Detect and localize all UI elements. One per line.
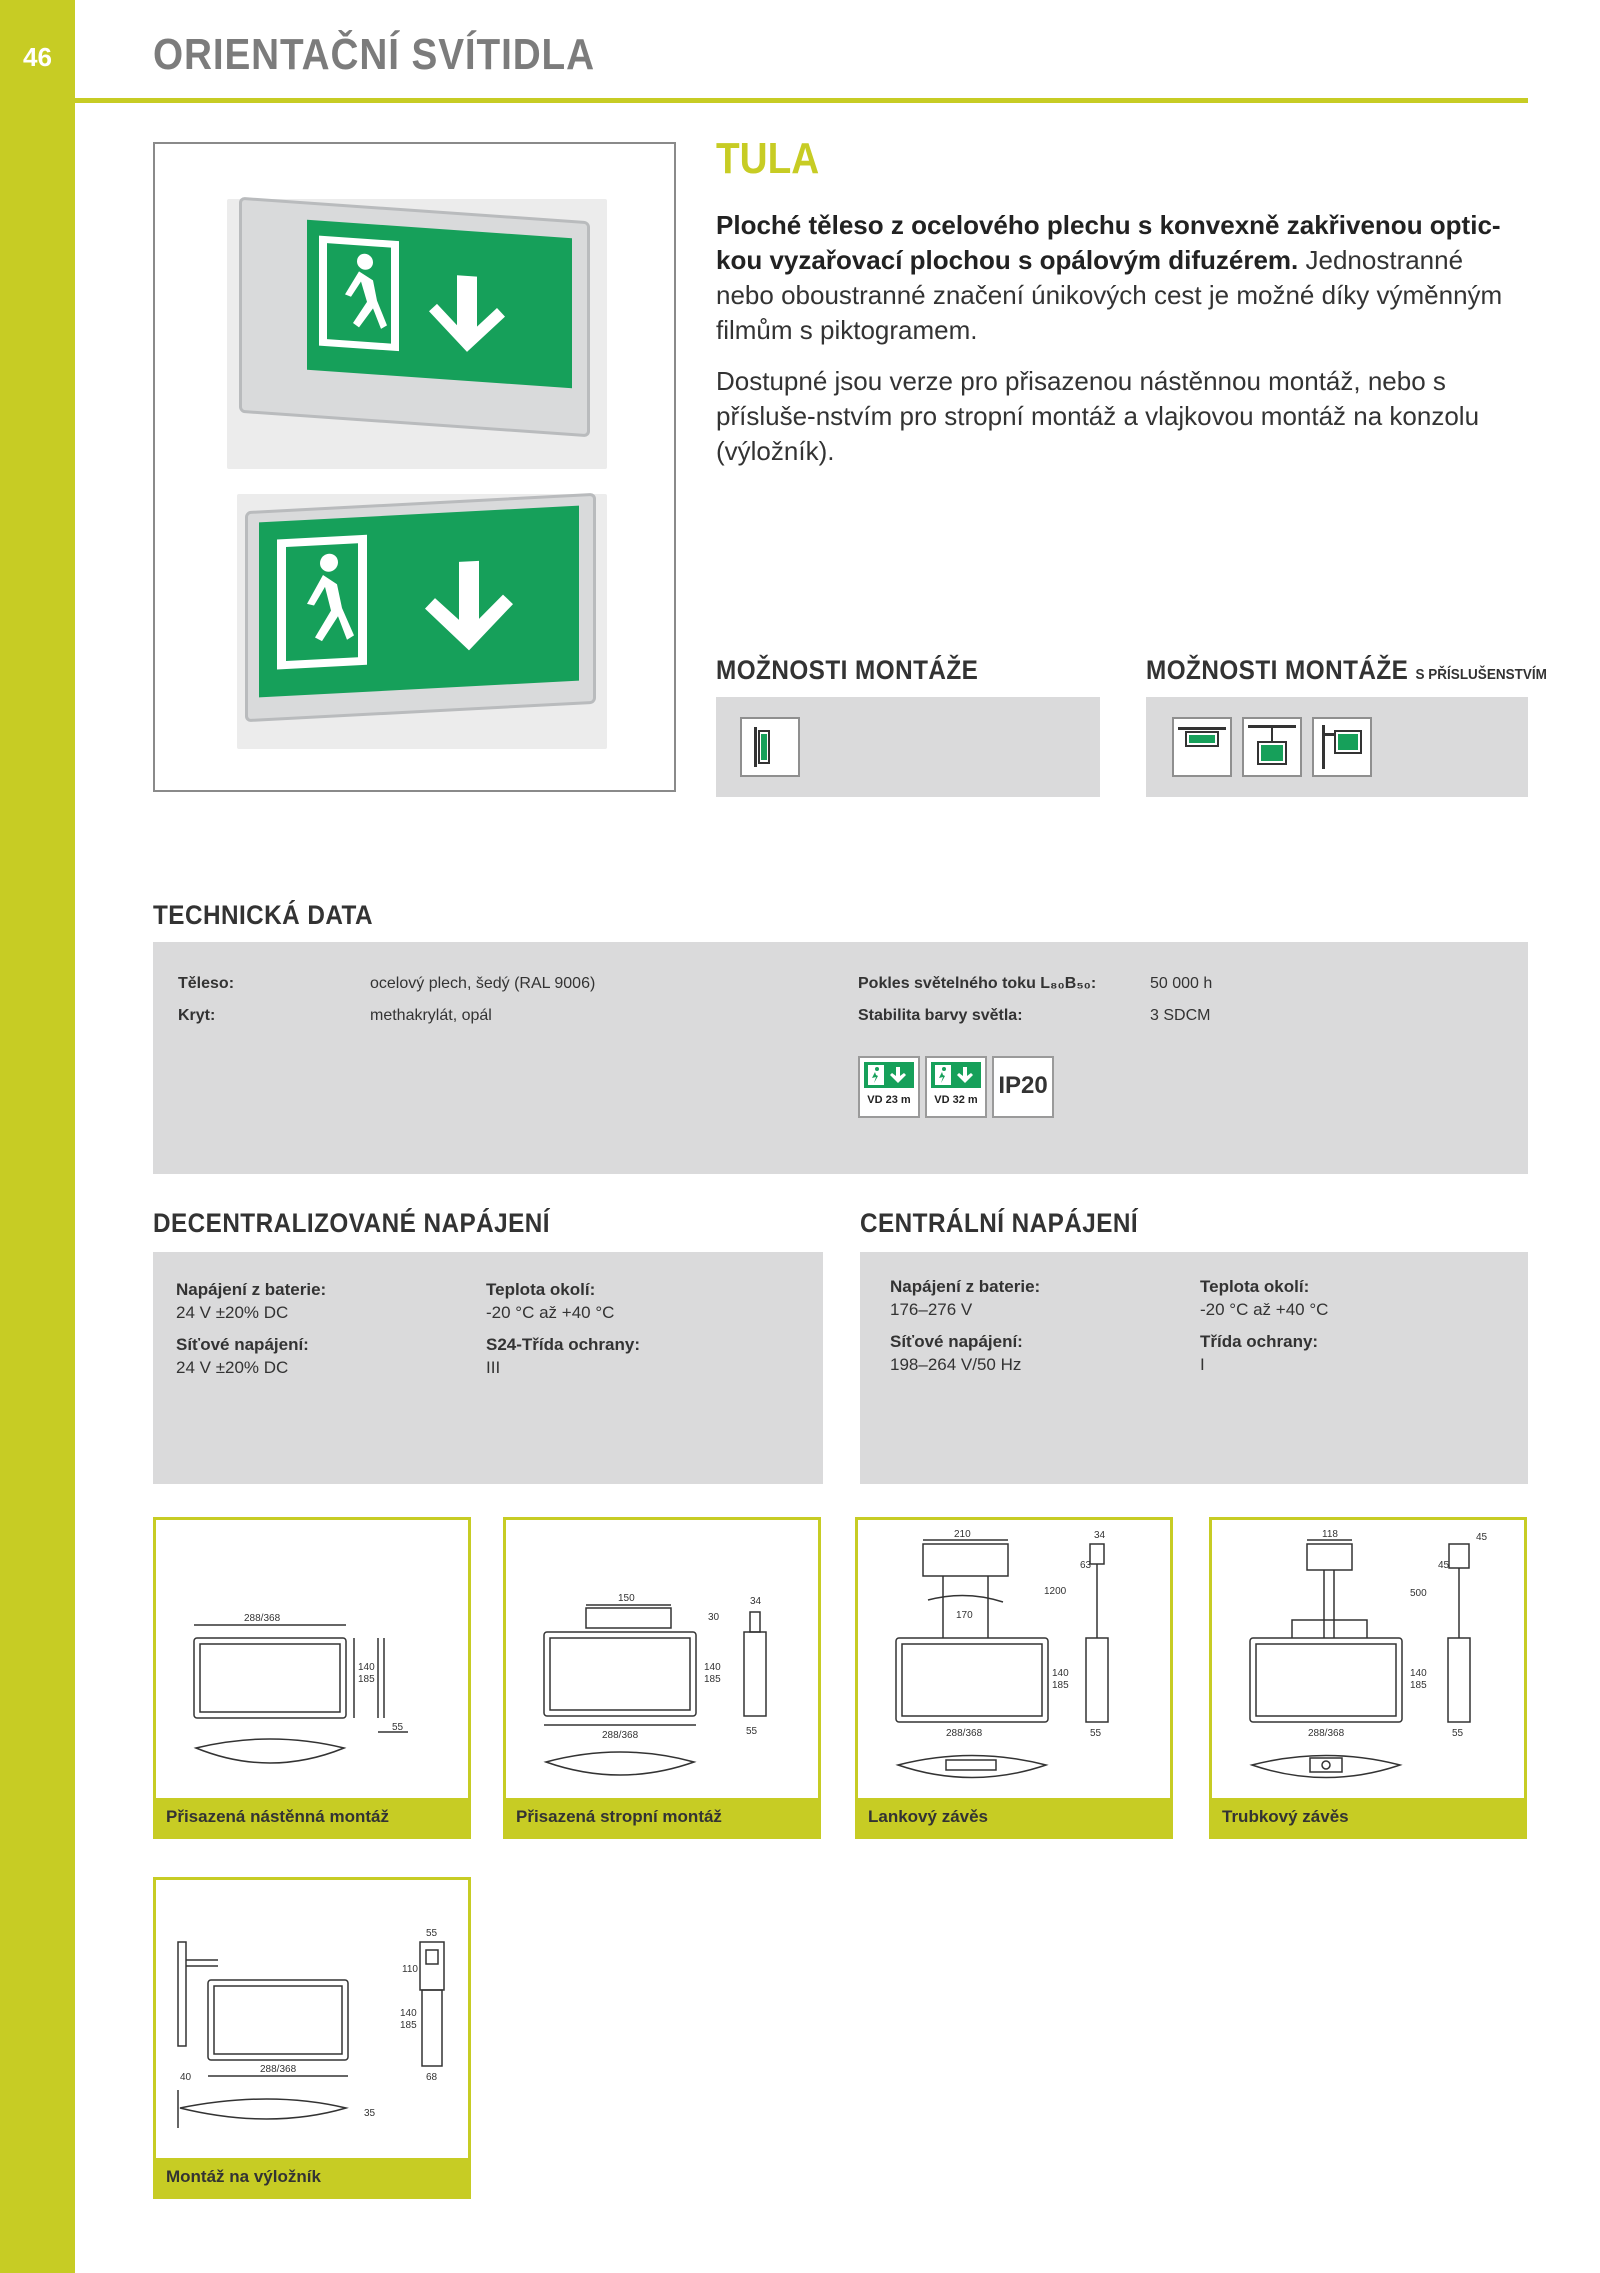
mounting-acc-title: MOŽNOSTI MONTÁŽE S PŘÍSLUŠENSTVÍM bbox=[1146, 655, 1547, 685]
product-photo-bottom bbox=[237, 494, 607, 749]
product-description bbox=[716, 208, 1526, 485]
decentral-label: Napájení z baterie: bbox=[176, 1280, 327, 1299]
svg-text:288/368: 288/368 bbox=[1308, 1728, 1345, 1739]
svg-text:185: 185 bbox=[358, 1674, 375, 1685]
drawing-caption: Trubkový závěs bbox=[1212, 1798, 1524, 1836]
svg-text:34: 34 bbox=[750, 1596, 762, 1607]
tech-row: Pokles světelného toku L₈₀B₅₀: bbox=[858, 975, 1097, 992]
svg-text:185: 185 bbox=[704, 1674, 721, 1685]
svg-text:140: 140 bbox=[704, 1662, 721, 1673]
svg-text:55: 55 bbox=[392, 1722, 404, 1733]
svg-text:185: 185 bbox=[1052, 1680, 1069, 1691]
svg-text:55: 55 bbox=[1090, 1728, 1102, 1739]
drawing-wall-mount bbox=[153, 1517, 471, 1839]
svg-text:288/368: 288/368 bbox=[946, 1728, 983, 1739]
page-title: ORIENTAČNÍ SVÍTIDLA bbox=[153, 30, 595, 79]
decentral-label: Teplota okolí: bbox=[486, 1280, 596, 1299]
svg-text:288/368: 288/368 bbox=[244, 1613, 281, 1624]
page-sidebar bbox=[0, 0, 75, 2273]
central-value: 176–276 V bbox=[890, 1300, 973, 1319]
svg-text:30: 30 bbox=[708, 1612, 720, 1623]
central-title: CENTRÁLNÍ NAPÁJENÍ bbox=[860, 1208, 1139, 1238]
svg-text:55: 55 bbox=[426, 1928, 438, 1939]
technical-title: TECHNICKÁ DATA bbox=[153, 900, 374, 930]
tech-row: Stabilita barvy světla: bbox=[858, 1007, 1023, 1024]
svg-text:185: 185 bbox=[400, 2020, 417, 2031]
drawing-cable-suspension bbox=[855, 1517, 1173, 1839]
central-value: -20 °C až +40 °C bbox=[1200, 1300, 1329, 1319]
page-number: 46 bbox=[23, 42, 52, 72]
svg-text:288/368: 288/368 bbox=[260, 2064, 297, 2075]
decentral-label: Síťové napájení: bbox=[176, 1335, 309, 1354]
decentral-value: 24 V ±20% DC bbox=[176, 1303, 289, 1322]
product-photo-top bbox=[227, 199, 607, 469]
ceiling-mount-icon bbox=[1172, 717, 1232, 777]
svg-text:45: 45 bbox=[1438, 1560, 1450, 1571]
technical-panel bbox=[153, 942, 1528, 1174]
tech-value: 50 000 h bbox=[1150, 975, 1213, 992]
drawing-caption: Přisazená nástěnná montáž bbox=[156, 1798, 468, 1836]
vd23-badge: VD 23 m bbox=[858, 1056, 920, 1118]
svg-text:1200: 1200 bbox=[1044, 1586, 1067, 1597]
svg-text:140: 140 bbox=[1052, 1668, 1069, 1679]
svg-text:34: 34 bbox=[1094, 1530, 1106, 1541]
tech-value: methakrylát, opál bbox=[370, 1007, 492, 1024]
tech-value: ocelový plech, šedý (RAL 9006) bbox=[370, 975, 596, 992]
tech-value: 3 SDCM bbox=[1150, 1007, 1211, 1024]
product-photo bbox=[153, 142, 676, 792]
svg-text:35: 35 bbox=[364, 2108, 376, 2119]
decentral-value: 24 V ±20% DC bbox=[176, 1358, 289, 1377]
svg-text:288/368: 288/368 bbox=[602, 1730, 639, 1741]
drawing-caption: Montáž na výložník bbox=[156, 2158, 468, 2196]
svg-text:210: 210 bbox=[954, 1529, 971, 1540]
central-label: Třída ochrany: bbox=[1200, 1332, 1319, 1351]
central-label: Síťové napájení: bbox=[890, 1332, 1023, 1351]
drawing-bracket-mount bbox=[153, 1877, 471, 2199]
drawing-caption: Lankový závěs bbox=[858, 1798, 1170, 1836]
wall-mount-icon bbox=[740, 717, 800, 777]
product-desc-2: Dostupné jsou verze pro přisazenou nástěnnou montáž, nebo s přísluše-nstvím pro stropní montáž a vlajkovou montáž na konzolu (výložník). bbox=[716, 366, 1480, 466]
pendant-mount-icon bbox=[1242, 717, 1302, 777]
product-name: TULA bbox=[716, 134, 820, 183]
central-value: I bbox=[1200, 1355, 1205, 1374]
svg-text:68: 68 bbox=[426, 2072, 438, 2083]
decentral-title: DECENTRALIZOVANÉ NAPÁJENÍ bbox=[153, 1208, 550, 1238]
svg-text:63: 63 bbox=[1080, 1560, 1092, 1571]
decentral-label: S24-Třída ochrany: bbox=[486, 1335, 640, 1354]
mounting-title: MOŽNOSTI MONTÁŽE bbox=[716, 655, 979, 685]
svg-text:140: 140 bbox=[1410, 1668, 1427, 1679]
svg-text:170: 170 bbox=[956, 1610, 973, 1621]
decentral-value: III bbox=[486, 1358, 501, 1377]
svg-text:185: 185 bbox=[1410, 1680, 1427, 1691]
vd32-badge: VD 32 m bbox=[925, 1056, 987, 1118]
svg-text:55: 55 bbox=[1452, 1728, 1464, 1739]
central-label: Teplota okolí: bbox=[1200, 1277, 1310, 1296]
svg-text:150: 150 bbox=[618, 1593, 635, 1604]
product-desc-rest: Jednostranné nebo oboustranné značení únikových cest je možné díky výměnným filmům s piktogramem. bbox=[716, 245, 1503, 345]
svg-text:500: 500 bbox=[1410, 1588, 1427, 1599]
drawing-caption: Přisazená stropní montáž bbox=[506, 1798, 818, 1836]
svg-text:45: 45 bbox=[1476, 1532, 1488, 1543]
central-label: Napájení z baterie: bbox=[890, 1277, 1041, 1296]
tech-row: Těleso: bbox=[178, 975, 235, 992]
svg-text:140: 140 bbox=[358, 1662, 375, 1673]
ip20-badge: IP20 bbox=[992, 1056, 1054, 1118]
svg-text:110: 110 bbox=[402, 1964, 418, 1975]
svg-text:118: 118 bbox=[1322, 1529, 1338, 1540]
svg-text:140: 140 bbox=[400, 2008, 417, 2019]
svg-text:55: 55 bbox=[746, 1726, 758, 1737]
svg-text:40: 40 bbox=[180, 2072, 192, 2083]
central-value: 198–264 V/50 Hz bbox=[890, 1355, 1022, 1374]
decentral-value: -20 °C až +40 °C bbox=[486, 1303, 615, 1322]
flag-mount-icon bbox=[1312, 717, 1372, 777]
tech-row: Kryt: bbox=[178, 1007, 216, 1024]
drawing-ceiling-mount bbox=[503, 1517, 821, 1839]
product-desc-bold: Ploché těleso z ocelového plechu s konvexně zakřivenou optic-kou vyzařovací plochou s opálovým difuzérem. bbox=[716, 210, 1501, 275]
title-rule bbox=[75, 98, 1528, 103]
drawing-tube-suspension bbox=[1209, 1517, 1527, 1839]
